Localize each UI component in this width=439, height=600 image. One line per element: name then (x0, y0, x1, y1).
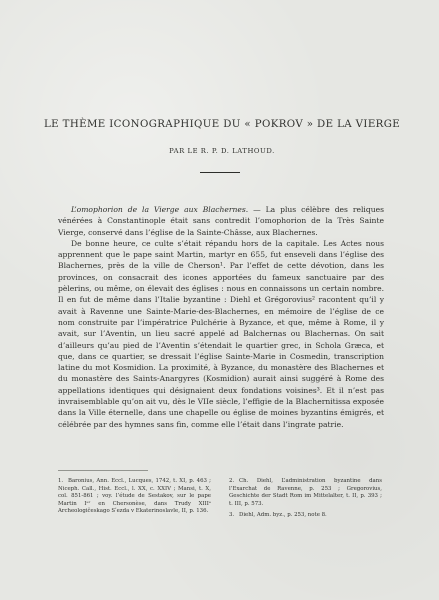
section-heading: L’omophorion de la Vierge aux Blachernes. (71, 205, 249, 214)
footnote-3 (229, 512, 382, 520)
article-title: LE THÈME ICONOGRAPHIQUE DU « POKROV » DE LA VIERGE (44, 119, 401, 130)
footnote-text: Baronius, Ann. Eccl., Lucques, 1742, t. XI, p. 463 ; Niceph. Call., Hist. Eccl., l. XX, c. XXIV ; Mansi, t. X, col. 851-861 ; voy. l’étude de Sestakov, sur le pape Martin Iᵉʳ en Chersonèse, dans Trudy XIIIᵉ Archeologičeskago Sʹezda v Ekaterinoslavle, II, p. 136. (58, 478, 211, 514)
footnote-text: Diehl, Adm. byz., p. 253, note 8. (239, 512, 327, 518)
footnote-divider (58, 470, 148, 471)
footnote-2 (229, 478, 382, 508)
footnote-number: 1. (58, 478, 64, 484)
paragraph-1 (58, 204, 384, 238)
footnote-number: 2. (229, 478, 235, 484)
paragraph-2 (58, 238, 384, 430)
footnotes-left-column (58, 478, 211, 520)
paragraph-1-text: — La plus célèbre des reliques vénérées à Constantinople était sans contredit l’omophorion de la Très Sainte Vierge, conservé dans l’église de la Sainte-Châsse, aux Blachernes. (58, 205, 384, 237)
article-author: PAR LE R. P. D. LATHOUD. (169, 147, 275, 155)
footnote-number: 3. (229, 512, 235, 518)
footnotes-right-column (229, 478, 382, 524)
article-body (58, 204, 384, 430)
footnote-text: Ch. Diehl, L’administration byzantine dans l’Exarchat de Ravenne, p. 253 ; Gregorovius, Geschichte der Stadt Rom im Mittelalter, t. II, p. 393 ; t. III, p. 573. (229, 478, 382, 507)
title-rule (200, 172, 240, 173)
footnote-1 (58, 478, 211, 516)
paragraph-2-text: De bonne heure, ce culte s’était répandu hors de la capitale. Les Actes nous apprennent que le pape saint Martin, martyr en 655, fut enseveli dans l’église des Blachernes, près de la ville de Cherson¹. Par l’effet de cette dévotion, dans les provinces, on consacrait des icones apportées du fameux sanctuaire par des pèlerins, ou même, on élevait des églises : nous en connaissons un certain nombre. Il en fut de même dans l’Italie byzantine : Diehl et Grégorovius² racontent qu’il y avait à Ravenne une Sainte-Marie-des-Blachernes, en mémoire de l’église de ce nom construite par l’impératrice Pulchérie à Byzance, et que, même à Rome, il y avait, sur l’Aventin, un lieu sacré appelé ad Balchernas ou Blachernas. On sait d’ailleurs qu’au pied de l’Aventin s’étendait le quartier grec, in Schola Græca, et que, dans ce quartier, se dressait l’église Sainte-Marie in Cosmedin, transcription latine du mot Kosmidion. La proximité, à Byzance, du monastère des Blachernes et du monastère des Saints-Anargyres (Kosmidion) aurait ainsi suggéré à Rome des appellations identiques qui désignaient deux fondations voisines³. Et il n’est pas invraisemblable qu’on ait vu, dès le VIIe siècle, l’effigie de la Blachernitissa exposée dans la Ville éternelle, dans une chapelle ou église de moines byzantins émigrés, et célébrée par des hymnes sans fin, comme elle l’était dans l’ingrate patrie. (58, 238, 384, 429)
